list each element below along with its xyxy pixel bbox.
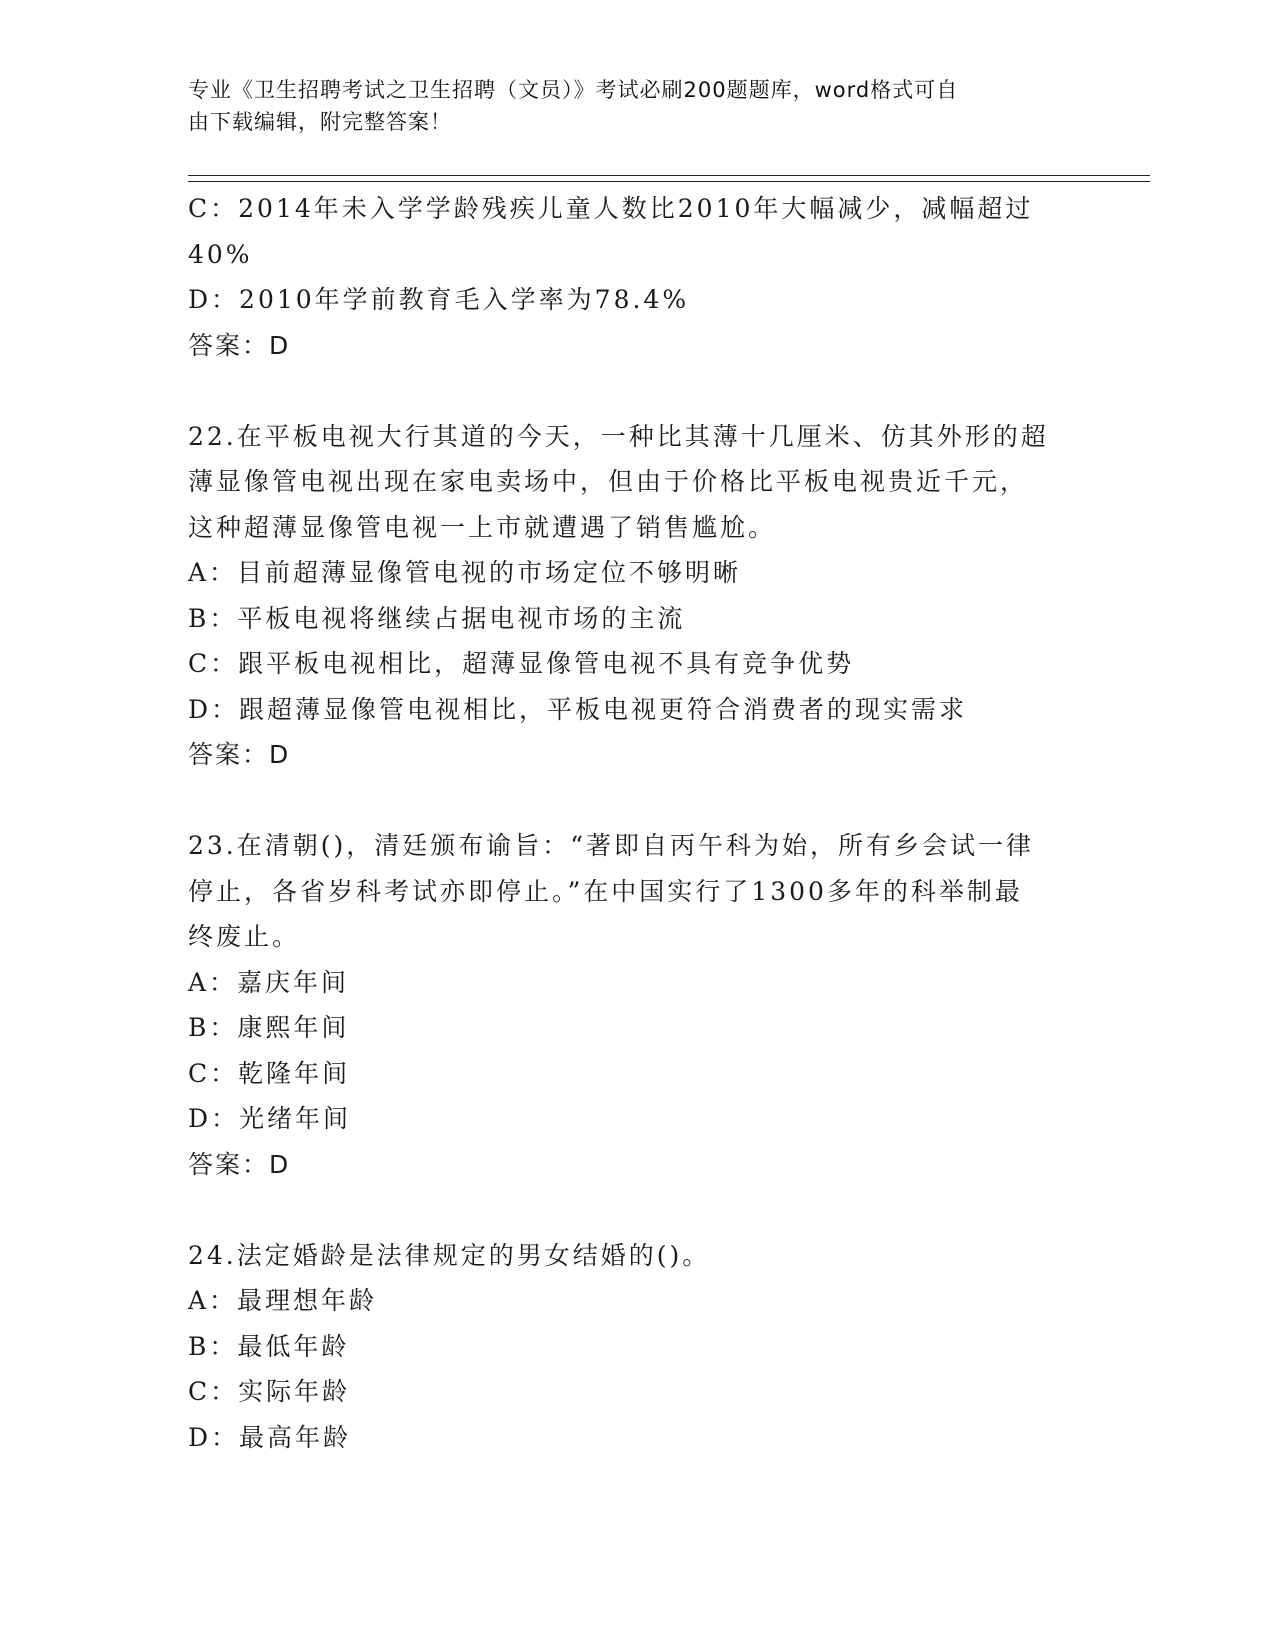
question-stem: 22.在平板电视大行其道的今天，一种比其薄十几厘米、仿其外形的超 xyxy=(188,421,1049,451)
option-b: B：康熙年间 xyxy=(188,1013,350,1042)
question-stem: 这种超薄显像管电视一上市就遭遇了销售尴尬。 xyxy=(188,512,777,542)
option-c-continued: 40% xyxy=(188,239,253,269)
question-23 xyxy=(188,823,1088,1187)
spacer xyxy=(188,368,1088,414)
document-header xyxy=(188,74,1068,138)
option-b: B：平板电视将继续占据电视市场的主流 xyxy=(188,603,686,633)
option-c: C：2014年未入学学龄残疾儿童人数比2010年大幅减少，减幅超过 xyxy=(188,194,1034,223)
spacer xyxy=(188,778,1088,824)
option-c: C：跟平板电视相比，超薄显像管电视不具有竞争优势 xyxy=(188,649,855,678)
option-b: B：最低年龄 xyxy=(188,1331,350,1361)
option-a: A：最理想年龄 xyxy=(188,1286,378,1315)
answer-line: 答案：D xyxy=(188,1149,291,1179)
option-c: C：乾隆年间 xyxy=(188,1058,351,1088)
question-24 xyxy=(188,1233,1088,1461)
question-stem: 停止，各省岁科考试亦即停止。”在中国实行了1300多年的科举制最 xyxy=(188,876,1023,906)
option-d: D：2010年学前教育毛入学率为78.4% xyxy=(188,285,690,314)
question-stem: 终废止。 xyxy=(188,922,301,951)
option-d: D：最高年龄 xyxy=(188,1422,352,1452)
spacer xyxy=(188,1187,1088,1233)
question-stem: 23.在清朝()，清廷颁布谕旨：“著即自丙午科为始，所有乡会试一律 xyxy=(188,831,1035,860)
header-line-1: 专业《卫生招聘考试之卫生招聘（文员）》考试必刷200题题库，word格式可自 xyxy=(188,78,959,102)
header-rule-bottom xyxy=(188,181,1150,182)
question-stem: 24.法定婚龄是法律规定的男女结婚的()。 xyxy=(188,1240,711,1270)
option-a: A：目前超薄显像管电视的市场定位不够明晰 xyxy=(188,558,742,587)
header-line-2: 由下载编辑，附完整答案！ xyxy=(188,110,452,134)
question-stem: 薄显像管电视出现在家电卖场中，但由于价格比平板电视贵近千元， xyxy=(188,467,1029,496)
header-rule-top xyxy=(188,175,1150,176)
option-c: C：实际年龄 xyxy=(188,1377,351,1406)
option-d: D：光绪年间 xyxy=(188,1104,352,1133)
document-body xyxy=(188,186,1088,1460)
option-a: A：嘉庆年间 xyxy=(188,967,350,997)
answer-line: 答案：D xyxy=(188,740,291,769)
question-22 xyxy=(188,414,1088,778)
question-21-tail xyxy=(188,186,1088,368)
answer-line: 答案：D xyxy=(188,330,291,360)
option-d: D：跟超薄显像管电视相比，平板电视更符合消费者的现实需求 xyxy=(188,694,968,724)
